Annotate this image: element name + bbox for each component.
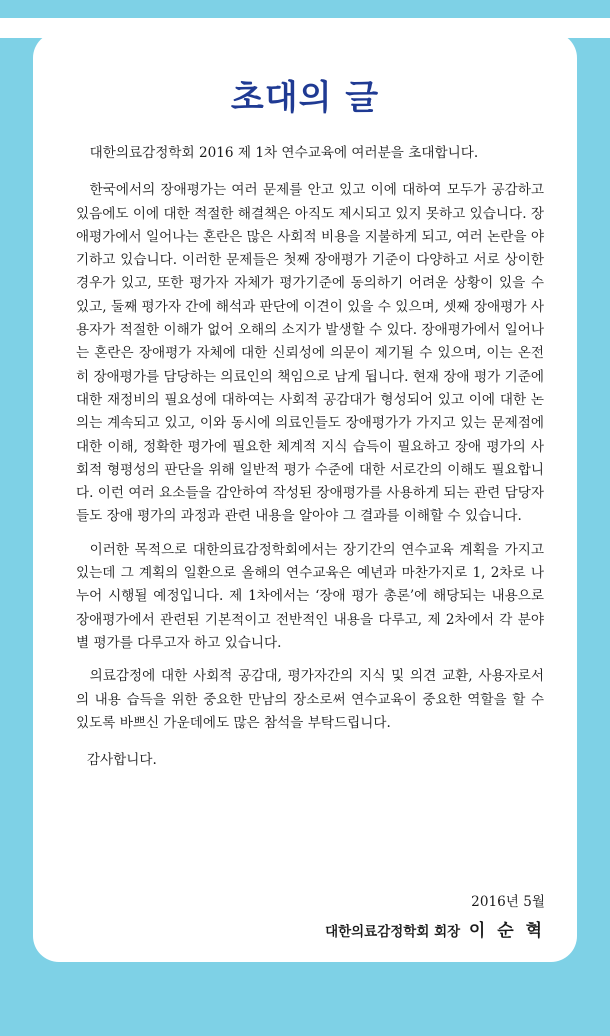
bottom-band	[0, 1000, 610, 1036]
closing-thanks: 감사합니다.	[86, 752, 157, 769]
signature	[263, 916, 545, 941]
paragraph-2: 이러한 목적으로 대한의료감정학회에서는 장기간의 연수교육 계획을 가지고 있는데 그 계획의 일환으로 올해의 연수교육은 예년과 마찬가지로 1, 2차로 나누어 시행될 예정입니다. 제 1차에서는 ‘장애 평가 총론’에 해당되는 내용으로 장애평가에서 관련된 기본적이고 전반적인 내용을 다루고, 제 2차에서 각 분야별 평가를 다루고자 하고 있습니다.	[76, 541, 544, 651]
intro-line: 대한의료감정학회 2016 제 1차 연수교육에 여러분을 초대합니다.	[89, 145, 479, 161]
top-band-accent	[0, 0, 610, 18]
letter-card	[33, 32, 577, 962]
letter-date: 2016년 5월	[471, 894, 545, 910]
letter-body	[76, 142, 544, 772]
signature-org-role: 대한의료감정학회 회장	[325, 924, 461, 940]
paragraph-3: 의료감정에 대한 사회적 공감대, 평가자간의 지식 및 의견 교환, 사용자로서의 내용 습득을 위한 중요한 만남의 장소로써 연수교육이 중요한 역할을 할 수 있도록 바쁘신 가운데에도 많은 참석을 부탁드립니다.	[76, 668, 544, 731]
page-title: 초대의 글	[230, 78, 380, 118]
paragraph-1: 한국에서의 장애평가는 여러 문제를 안고 있고 이에 대하여 모두가 공감하고 있음에도 이에 대한 적절한 해결책은 아직도 제시되고 있지 못하고 있습니다. 장애평가에서 일어나는 혼란은 많은 사회적 비용을 지불하게 되고, 여러 논란을 야기하고 있습니다. 이러한 문제들은 첫째 장애평가 기준이 다양하고 서로 상이한 경우가 있고, 또한 평가자 자체가 평가기준에 동의하기 어려운 상황이 있을 수 있고, 둘째 평가자 간에 해석과 판단에 이견이 있을 수 있으며, 셋째 장애평가 사용자가 적절한 이해가 없어 오해의 소지가 발생할 수 있다. 장애평가에서 일어나는 혼란은 장애평가 자체에 대한 신뢰성에 의문이 제기될 수 있으며, 이는 온전히 장애평가를 담당하는 의료인의 책임으로 남게 됩니다. 현재 장애 평가 기준에 대한 재정비의 필요성에 대하여는 사회적 공감대가 형성되어 있고 이에 대한 논의는 계속되고 있고, 이와 동시에 의료인들도 장애평가가 가지고 있는 문제점에 대한 이해, 정확한 평가에 필요한 체계적 지식 습득이 필요하고 장애 평가의 사회적 형평성의 판단을 위해 일반적 평가 수준에 대한 서로간의 이해도 필요합니다. 이런 여러 요소들을 감안하여 작성된 장애평가를 사용하게 되는 관련 담당자들도 장애 평가의 과정과 관련 내용을 알아야 그 결과를 이해할 수 있습니다.	[76, 182, 544, 525]
signature-name: 이 순 혁	[468, 921, 545, 941]
